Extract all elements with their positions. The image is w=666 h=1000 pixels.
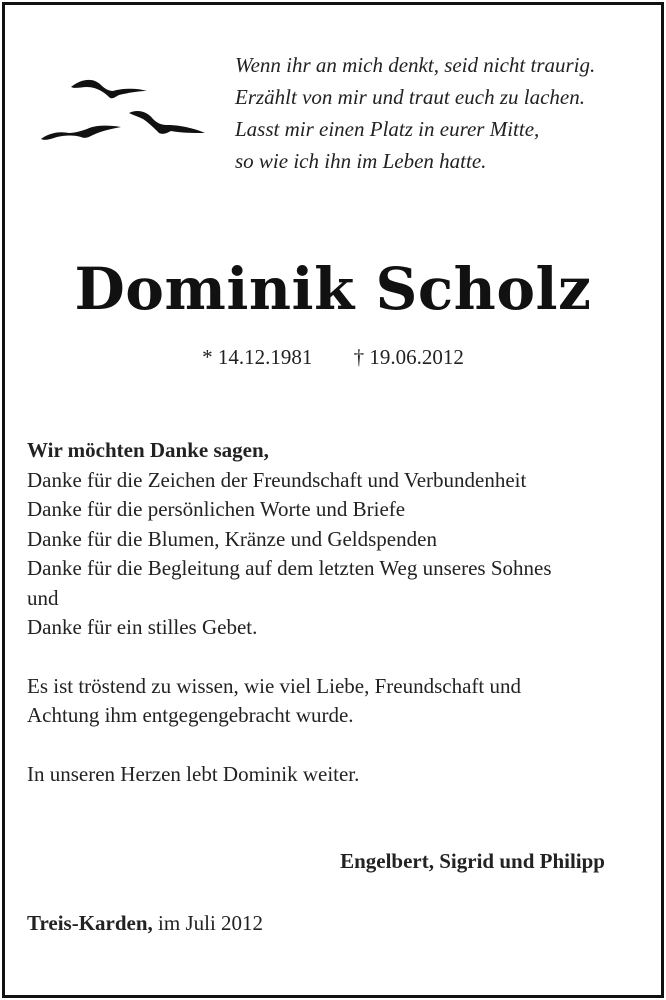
thanks-text <box>27 436 647 789</box>
paragraph-line: Es ist tröstend zu wissen, wie viel Liebe, Freundschaft und <box>27 673 521 698</box>
poem-line: Lasst mir einen Platz in eurer Mitte, <box>235 117 540 141</box>
poem-line: Erzählt von mir und traut euch zu lachen. <box>235 85 585 109</box>
thanks-line: Danke für die persönlichen Worte und Briefe <box>27 497 406 521</box>
closing-line: In unseren Herzen lebt Dominik weiter. <box>27 761 360 786</box>
flying-birds-icon <box>35 67 215 157</box>
thanks-line: und <box>27 585 59 610</box>
obituary-card <box>2 2 664 998</box>
thanks-line: Danke für die Zeichen der Freundschaft und Verbundenheit <box>27 467 527 492</box>
place-city: Treis-Karden, <box>27 911 153 935</box>
thanks-line: Danke für die Blumen, Kränze und Geldspenden <box>27 526 437 551</box>
paragraph-line: Achtung ihm entgegengebracht wurde. <box>27 703 354 727</box>
place-date <box>27 911 263 936</box>
spacer <box>27 731 647 760</box>
death-date: † 19.06.2012 <box>353 345 464 369</box>
poem-line: so wie ich ihn im Leben hatte. <box>235 149 487 173</box>
poem-line: Wenn ihr an mich denkt, seid nicht traurig. <box>235 53 596 77</box>
thanks-line: Danke für die Begleitung auf dem letzten Weg unseres Sohnes <box>27 556 552 580</box>
life-dates <box>5 345 661 370</box>
poem <box>235 49 645 177</box>
thanks-heading: Wir möchten Danke sagen, <box>27 438 269 462</box>
deceased-name: Dominik Scholz <box>74 255 592 323</box>
place-date-text: im Juli 2012 <box>158 911 264 935</box>
signature: Engelbert, Sigrid und Philipp <box>340 849 605 873</box>
birth-date: * 14.12.1981 <box>202 345 313 369</box>
spacer <box>27 643 647 672</box>
thanks-line: Danke für ein stilles Gebet. <box>27 615 258 639</box>
